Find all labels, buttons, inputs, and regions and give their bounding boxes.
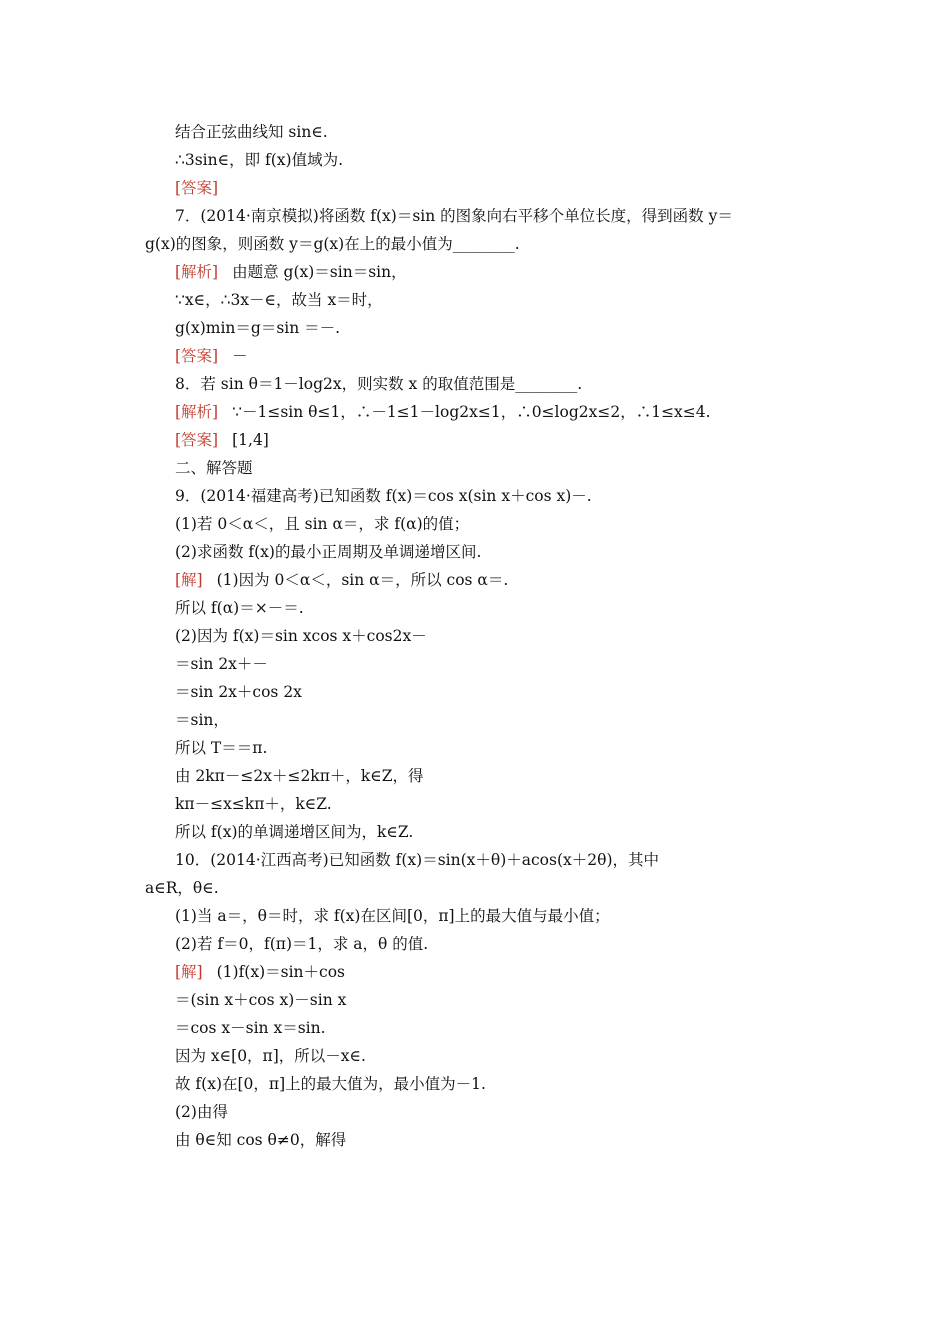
problem-7-line: 7．(2014·南京模拟)将函数 f(x)＝sin 的图象向右平移个单位长度，得到函数 y＝ bbox=[175, 207, 733, 225]
solution-line: [解] (1)f(x)＝sin＋cos bbox=[175, 963, 345, 981]
problem-10-line: 10．(2014·江西高考)已知函数 f(x)＝sin(x＋θ)＋acos(x＋2θ)，其中 bbox=[175, 851, 659, 869]
answer-line: [答案] [1,4] bbox=[175, 431, 269, 449]
analysis-tag: [解析] bbox=[175, 403, 219, 421]
analysis-line: [解析] 由题意 g(x)＝sin＝sin， bbox=[175, 263, 407, 281]
text-line: 结合正弦曲线知 sin∈. bbox=[175, 123, 328, 141]
text-line: ＝sin 2x＋－ bbox=[175, 655, 268, 673]
text-line: kπ－≤x≤kπ＋，k∈Z. bbox=[175, 795, 332, 813]
solution-line: [解] (1)因为 0＜α＜，sin α＝，所以 cos α＝. bbox=[175, 571, 509, 589]
text-line: (1)若 0＜α＜，且 sin α＝，求 f(α)的值； bbox=[175, 515, 470, 533]
answer-tag: [答案] bbox=[175, 431, 219, 449]
text-line: 因为 x∈[0，π]，所以－x∈. bbox=[175, 1047, 366, 1065]
text-line: 所以 f(α)＝×－＝. bbox=[175, 599, 304, 617]
text-line: g(x)的图象，则函数 y＝g(x)在上的最小值为________. bbox=[145, 235, 520, 253]
text-line: 由 θ∈知 cos θ≠0，解得 bbox=[175, 1131, 347, 1149]
text-line: g(x)min＝g＝sin ＝－. bbox=[175, 319, 341, 337]
analysis-line: [解析] ∵－1≤sin θ≤1，∴－1≤1－log2x≤1，∴0≤log2x≤2，∴1≤x≤4. bbox=[175, 403, 711, 421]
text-line: 由 2kπ－≤2x＋≤2kπ＋，k∈Z，得 bbox=[175, 767, 424, 785]
text-line: 故 f(x)在[0，π]上的最大值为，最小值为－1. bbox=[175, 1075, 486, 1093]
text-line: ＝cos x－sin x＝sin. bbox=[175, 1019, 326, 1037]
text-line: ＝(sin x＋cos x)－sin x bbox=[175, 991, 347, 1009]
text-line: a∈R，θ∈. bbox=[145, 879, 219, 897]
problem-9-line: 9．(2014·福建高考)已知函数 f(x)＝cos x(sin x＋cos x)－. bbox=[175, 487, 592, 505]
text-line: (2)由得 bbox=[175, 1103, 228, 1121]
answer-line: [答案] － bbox=[175, 347, 248, 365]
answer-tag: [答案] bbox=[175, 179, 219, 197]
text-line: 所以 T＝＝π. bbox=[175, 739, 268, 757]
text-line: ∵x∈，∴3x－∈，故当 x＝时， bbox=[175, 291, 383, 309]
text-line: ＝sin 2x＋cos 2x bbox=[175, 683, 302, 701]
answer-tag: [答案] bbox=[175, 347, 219, 365]
text-line: ∴3sin∈，即 f(x)值域为. bbox=[175, 151, 344, 169]
answer-line bbox=[175, 178, 232, 198]
solution-tag: [解] bbox=[175, 963, 203, 981]
problem-8-line: 8．若 sin θ＝1－log2x，则实数 x 的取值范围是________. bbox=[175, 375, 583, 393]
solution-tag: [解] bbox=[175, 571, 203, 589]
text-line: (2)求函数 f(x)的最小正周期及单调递增区间. bbox=[175, 543, 482, 561]
text-line: 所以 f(x)的单调递增区间为，k∈Z. bbox=[175, 823, 414, 841]
section-heading: 二、解答题 bbox=[175, 459, 253, 477]
text-line: ＝sin， bbox=[175, 711, 229, 729]
text-line: (2)若 f＝0，f(π)＝1，求 a，θ 的值. bbox=[175, 935, 429, 953]
text-line: (2)因为 f(x)＝sin xcos x＋cos2x－ bbox=[175, 627, 427, 645]
text-line: (1)当 a＝，θ＝时，求 f(x)在区间[0，π]上的最大值与最小值； bbox=[175, 907, 610, 925]
analysis-tag: [解析] bbox=[175, 263, 219, 281]
